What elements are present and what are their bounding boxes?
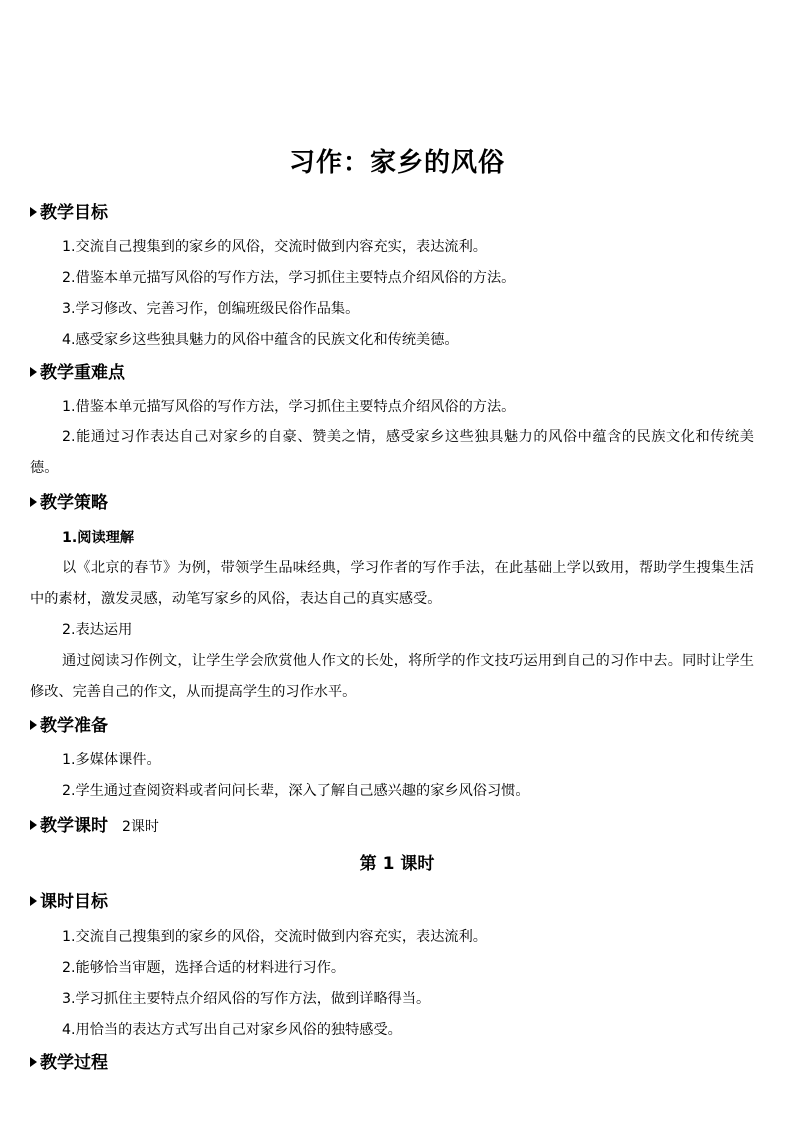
goal-item: 3.学习修改、完善习作，创编班级民俗作品集。 (62, 301, 360, 317)
section-heading-goals: 教学目标 (30, 201, 108, 225)
triangle-bullet-icon (30, 207, 37, 217)
key-point-item-wrapped: 2.能通过习作表达自己对家乡的自豪、赞美之情，感受家乡这些独具魅力的风俗中蕴含的民族文化和传统美德。 (30, 429, 754, 476)
goal-item: 2.借鉴本单元描写风俗的写作方法，学习抓住主要特点介绍风俗的方法。 (62, 270, 516, 286)
section-heading-lesson-goals: 课时目标 (30, 890, 108, 914)
lesson-title: 第 1 课时 (359, 854, 435, 874)
triangle-bullet-icon (30, 1057, 37, 1067)
preparation-item: 1.多媒体课件。 (62, 752, 161, 768)
key-point-item: 1.借鉴本单元描写风俗的写作方法，学习抓住主要特点介绍风俗的方法。 (62, 399, 516, 415)
triangle-bullet-icon (30, 497, 37, 507)
preparation-item: 2.学生通过查阅资料或者问问长辈，深入了解自己感兴趣的家乡风俗习惯。 (62, 783, 530, 799)
strategy-paragraph-expression: 通过阅读习作例文，让学生学会欣赏他人作文的长处，将所学的作文技巧运用到自己的习作中去。同时让学生修改、完善自己的作文，从而提高学生的习作水平。 (30, 653, 754, 700)
document-title: 习作：家乡的风俗 (288, 148, 505, 178)
section-heading-process: 教学过程 (30, 1051, 108, 1075)
triangle-bullet-icon (30, 820, 37, 830)
hours-value: 2课时 (122, 819, 159, 835)
lesson-goal-item: 4.用恰当的表达方式写出自己对家乡风俗的独特感受。 (62, 1022, 402, 1038)
section-heading-key-points: 教学重难点 (30, 361, 125, 385)
goal-item: 4.感受家乡这些独具魅力的风俗中蕴含的民族文化和传统美德。 (62, 332, 459, 348)
goal-item: 1.交流自己搜集到的家乡的风俗，交流时做到内容充实，表达流利。 (62, 239, 487, 255)
lesson-goal-item: 2.能够恰当审题，选择合适的材料进行习作。 (62, 960, 346, 976)
section-heading-hours: 教学课时 2课时 (30, 814, 159, 839)
lesson-goal-item: 1.交流自己搜集到的家乡的风俗，交流时做到内容充实，表达流利。 (62, 929, 487, 945)
triangle-bullet-icon (30, 896, 37, 906)
strategy-subheading-expression: 2.表达运用 (62, 622, 133, 638)
strategy-subheading-reading: 1.阅读理解 (62, 530, 135, 546)
section-heading-strategy: 教学策略 (30, 491, 108, 515)
triangle-bullet-icon (30, 367, 37, 377)
section-heading-preparation: 教学准备 (30, 714, 108, 738)
triangle-bullet-icon (30, 720, 37, 730)
lesson-goal-item: 3.学习抓住主要特点介绍风俗的写作方法，做到详略得当。 (62, 991, 431, 1007)
strategy-paragraph-reading: 以《北京的春节》为例，带领学生品味经典，学习作者的写作手法，在此基础上学以致用，帮助学生搜集生活中的素材，激发灵感，动笔写家乡的风俗，表达自己的真实感受。 (30, 560, 754, 607)
